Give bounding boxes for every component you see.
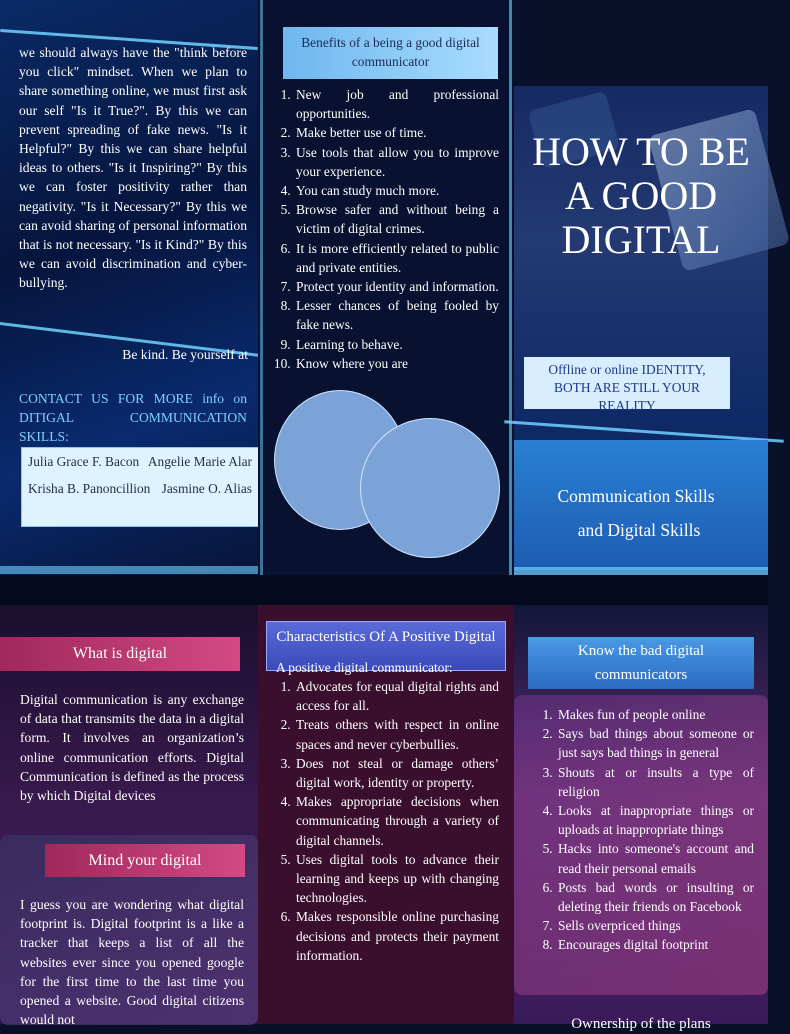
characteristics-heading: Characteristics Of A Positive Digital (266, 621, 506, 671)
list-item: 1. New job and professional opportunities. (294, 85, 499, 123)
identity-box: Offline or online IDENTITY, BOTH ARE STILL YOUR REALITY (524, 357, 730, 409)
list-item: 1. Advocates for equal digital rights and access for all. (294, 677, 499, 715)
list-item: 3. Does not steal or damage others’ digital work, identity or property. (294, 754, 499, 792)
panel-bottom-middle (258, 605, 514, 1024)
what-is-digital-heading: What is digital (0, 637, 240, 671)
list-item: 5. Hacks into someone's account and read their personal emails (556, 839, 754, 877)
contact-names-box (21, 447, 259, 527)
panel-top-middle (258, 0, 514, 595)
think-before-click-paragraph: we should always have the "think before you click" mindset. When we plan to share something online, we must first ask our self "Is it True?". By this we can prevent spreading of fake news. "Is it Helpful?" By this we can share helpful ideas to others. "Is it Inspiring?" By this we can foster positivity rather than negativity. "Is it Necessary?" By this we can avoid sharing of personal information that is not necessary. "Is it Kind?" By this we can avoid discrimination and cyber-bullying. (19, 45, 247, 291)
subtitle-line1: Communication Skills (557, 486, 715, 506)
list-item: 5. Browse safer and without being a victim of digital crimes. (294, 200, 499, 238)
list-item: 9. Learning to behave. (294, 335, 499, 354)
contact-name: Krisha B. Panoncillion (28, 481, 151, 496)
contact-name: Angelie Marie Alar (147, 454, 252, 469)
panel-top-right (514, 0, 768, 595)
top-dark-band (514, 0, 768, 86)
list-item: 10. Know where you are (294, 354, 499, 373)
subtitle-line2: and Digital Skills (577, 520, 701, 540)
contact-text: CONTACT US FOR MORE info on DITIGAL COMMUNICATION SKILLS: (19, 391, 247, 445)
what-is-digital-paragraph: Digital communication is any exchange of data that transmits the data in a digital form. It involves an organization’s online communication efforts. Digital Communication is defined as the process by which Digital devices (20, 692, 244, 804)
characteristics-intro: A positive digital communicator: (276, 660, 453, 675)
contact-name: Julia Grace F. Bacon (28, 454, 140, 469)
mind-your-digital-heading: Mind your digital (45, 844, 245, 877)
list-item: 2. Says bad things about someone or just says bad things in general (556, 724, 754, 762)
decor-stripe (0, 566, 258, 574)
list-item: 3. Use tools that allow you to improve your experience. (294, 143, 499, 181)
contact-name: Jasmine O. Alias (161, 481, 252, 496)
be-kind-text: Be kind. Be yourself at (122, 347, 248, 362)
characteristics-list (274, 677, 499, 1024)
benefits-heading: Benefits of a being a good digital communicator (283, 27, 498, 79)
panel-bottom-left (0, 605, 258, 1028)
bad-communicators-heading: Know the bad digital communicators (528, 637, 754, 689)
list-item: 4. Looks at inappropriate things or uploads at inappropriate things (556, 801, 754, 839)
list-item: 3. Shouts at or insults a type of religion (556, 763, 754, 801)
bad-communicators-list (536, 705, 754, 1000)
list-item: 4. You can study much more. (294, 181, 499, 200)
list-item: 2. Make better use of time. (294, 123, 499, 142)
list-item: 7. Protect your identity and information. (294, 277, 499, 296)
benefits-list (274, 85, 499, 391)
panel-top-left (0, 0, 258, 595)
footer-text: Ownership of the plans (571, 1016, 711, 1032)
list-item: 6. Posts bad words or insulting or deleting their friends on Facebook (556, 878, 754, 916)
decor-stripe (514, 567, 768, 575)
list-item: 6. Makes responsible online purchasing decisions and protects their payment information. (294, 907, 499, 965)
brochure-title: HOW TO BE A GOOD DIGITAL (532, 129, 750, 262)
list-item: 7. Sells overpriced things (556, 916, 754, 935)
list-item: 5. Uses digital tools to advance their learning and keeps up with changing technologies. (294, 850, 499, 908)
panel-bottom-right (514, 605, 768, 1032)
list-item: 8. Lesser chances of being fooled by fake news. (294, 296, 499, 334)
decor-stripe (260, 0, 263, 595)
list-item: 1. Makes fun of people online (556, 705, 754, 724)
list-item: 2. Treats others with respect in online spaces and never cyberbullies. (294, 715, 499, 753)
decor-stripe (509, 0, 512, 595)
row-divider (0, 575, 768, 605)
digital-footprint-paragraph: I guess you are wondering what digital footprint is. Digital footprint is a like a tracker that keeps a list of all the websites ever since you opened google for the first time to the last time you opened a website. Good digital citizens would not (20, 897, 244, 1028)
list-item: 4. Makes appropriate decisions when communicating through a variety of digital channels. (294, 792, 499, 850)
list-item: 8. Encourages digital footprint (556, 935, 754, 954)
list-item: 6. It is more efficiently related to public and private entities. (294, 239, 499, 277)
decor-circle (360, 418, 500, 558)
